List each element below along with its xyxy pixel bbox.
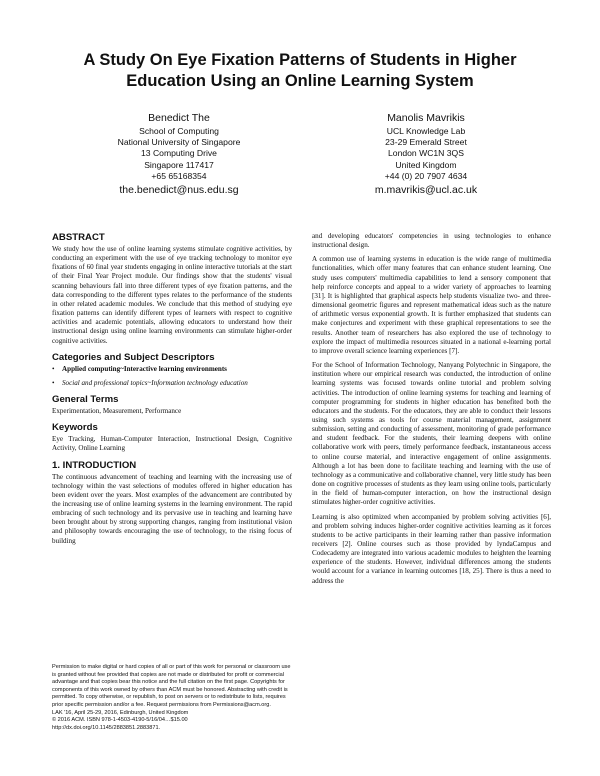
doi-link[interactable]: http://dx.doi.org/10.1145/2883851.2883871. bbox=[52, 724, 161, 731]
introduction-paragraph: The continuous advancement of teaching and learning with the increasing use of technology within the vast selections of modules offered in higher education has been evident over the years. Most examples of the advancement are contributed by the increasing use of online learning systems in the learning environment. The rapid embracing of such technology and its pervasive use in teaching and learning have been brought about by strong supporting changes, ranging from institutional vision and philosophy towards encouraging the use of technology, to the rising focus of building bbox=[52, 472, 292, 545]
category-item-2 bbox=[52, 379, 292, 388]
category-text-2: Social and professional topics~Information technology education bbox=[62, 378, 248, 387]
author-email: m.mavrikis@ucl.ac.uk bbox=[374, 184, 478, 197]
keywords-text: Eye Tracking, Human-Computer Interaction, Instructional Design, Cognitive Activity, Online Learning bbox=[52, 435, 292, 453]
author-block-2 bbox=[326, 112, 526, 197]
body-paragraph: Learning is also optimized when accompanied by problem solving activities [6], and problem solving induces higher-order cognitive activities learning as it forces students to be active participants in their learning rather than passive information receivers [2]. Online courses such as those provided by lyndaCampus and Codecademy are integrated into various academic modules to heighten the learning experience of the students. However, individual differences among the students would account for a variance in learning outcomes [18, 25]. There is thus a need to address the bbox=[312, 512, 551, 585]
conference-line: LAK '16, April 25-29, 2016, Edinburgh, United Kingdom bbox=[52, 709, 189, 716]
author-affiliation-line: United Kingdom bbox=[395, 159, 457, 170]
paper-title bbox=[40, 50, 560, 92]
keywords-heading: Keywords bbox=[52, 422, 98, 434]
abstract-heading: ABSTRACT bbox=[52, 232, 105, 243]
author-email: the.benedict@nus.edu.sg bbox=[119, 184, 239, 197]
author-affiliation-line: Singapore 117417 bbox=[144, 159, 214, 170]
general-terms-heading: General Terms bbox=[52, 394, 119, 406]
author-affiliation-line: 23-29 Emerald Street bbox=[385, 137, 467, 148]
author-name: Benedict The bbox=[148, 112, 210, 124]
body-paragraph: For the School of Information Technology, Nanyang Polytechnic in Singapore, the institution where our empirical research was conducted, the introduction of online learning systems was focused towards online tutorial and problem solving activities. The introduction of online learning systems for teaching and learning of computer programming for students in higher education has benefited both the educators and the students. For the educators, they are able to conduct their lessons using such systems as tools for course material management, assignment submission, setting and conducting of assessment, monitoring of grade performance and student feedback. For the students, their learning deepens with online collaborative work with peers, timely performance feedback, instantaneous access to online course material, and interactive engagement of online assignments. Although a lot has been done to facilitate teaching and learning with the use of technology as a communicative and collaborative channel, very little study has been done on cognitive processes of students as they learn using online tools, particularly in the field of human-computer interaction, on how the instructional design stimulates higher-order cognitive activities. bbox=[312, 361, 551, 507]
permission-text: Permission to make digital or hard copies of all or part of this work for personal or classroom use is granted without fee provided that copies are not made or distributed for profit or commercial advantage and that copies bear this notice and the full citation on the first page. Copyrights for components of this work owned by others than ACM must be honored. Abstracting with credit is permitted. To copy otherwise, or republish, to post on servers or to redistribute to lists, requires prior specific permission and/or a fee. Request permissions from Permissions@acm.org. bbox=[52, 664, 291, 708]
author-phone: +44 (0) 20 7907 4634 bbox=[384, 170, 468, 181]
categories-heading: Categories and Subject Descriptors bbox=[52, 351, 215, 363]
author-affiliation-line: National University of Singapore bbox=[117, 137, 241, 148]
author-affiliation-line: 13 Computing Drive bbox=[141, 148, 217, 159]
general-terms-text: Experimentation, Measurement, Performance bbox=[52, 407, 182, 416]
abstract-text: We study how the use of online learning systems stimulate cognitive activities, by conducting an experiment with the use of eye tracking technology to monitor eye fixations of 60 final year students engaging in online interactive tutorials at the start of their Final Year Project module. Our findings show that the students' visual scanning behaviours fall into three different types of eye fixation patterns, and the data corresponding to the different types relates to the performance of the students in other related academic modules. We conclude that this method of studying eye fixation patterns can identify different types of learners with respect to cognitive activities and academic potentials, allowing educators to understand how their instructional design using online learning environments can stimulate higher-order cognitive activities. bbox=[52, 245, 292, 345]
category-item-1 bbox=[52, 365, 292, 374]
paper-title-line-1: A Study On Eye Fixation Patterns of Students in Higher bbox=[83, 51, 517, 69]
bullet-icon: • bbox=[52, 378, 55, 387]
author-name: Manolis Mavrikis bbox=[387, 112, 465, 124]
author-affiliation-line: UCL Knowledge Lab bbox=[386, 126, 466, 136]
author-phone: +65 65168354 bbox=[151, 170, 207, 181]
author-affiliation-line: School of Computing bbox=[139, 126, 219, 136]
introduction-heading: 1. INTRODUCTION bbox=[52, 459, 137, 471]
permission-notice bbox=[52, 664, 292, 732]
author-block-1 bbox=[79, 112, 279, 197]
right-column bbox=[312, 232, 551, 591]
category-text-1: Applied computing~Interactive learning environments bbox=[62, 364, 227, 373]
author-affiliation-line: London WC1N 3QS bbox=[388, 148, 464, 159]
copyright-line: © 2016 ACM. ISBN 978-1-4503-4190-5/16/04…$15.00 bbox=[52, 717, 188, 724]
left-column bbox=[52, 232, 292, 551]
body-paragraph: and developing educators' competencies in using technologies to enhance instructional design. bbox=[312, 232, 551, 250]
body-paragraph: A common use of learning systems in education is the wide range of multimedia functionalities, which offer many features that can enhance student learning. One study uses computers' multimedia capabilities to lend a sensory component that help reinforce concepts and appeal to a wider variety of approaches to learning [31]. It is highlighted that graphical aspects help students visualize two- and three-dimensional geometric figures and represent mathematical ideas such as the nature of arithmetic versus exponential growth. It is further emphasized that students can make conjectures and experiment with these graphical representations to see the results. Another team of researchers has also explored the use of technology to explore the impact of multimedia resources situated in a national e-learning portal to improve overall science learning experiences [7]. bbox=[312, 255, 551, 355]
bullet-icon: • bbox=[52, 364, 55, 373]
paper-title-line-2: Education Using an Online Learning System bbox=[126, 72, 474, 90]
